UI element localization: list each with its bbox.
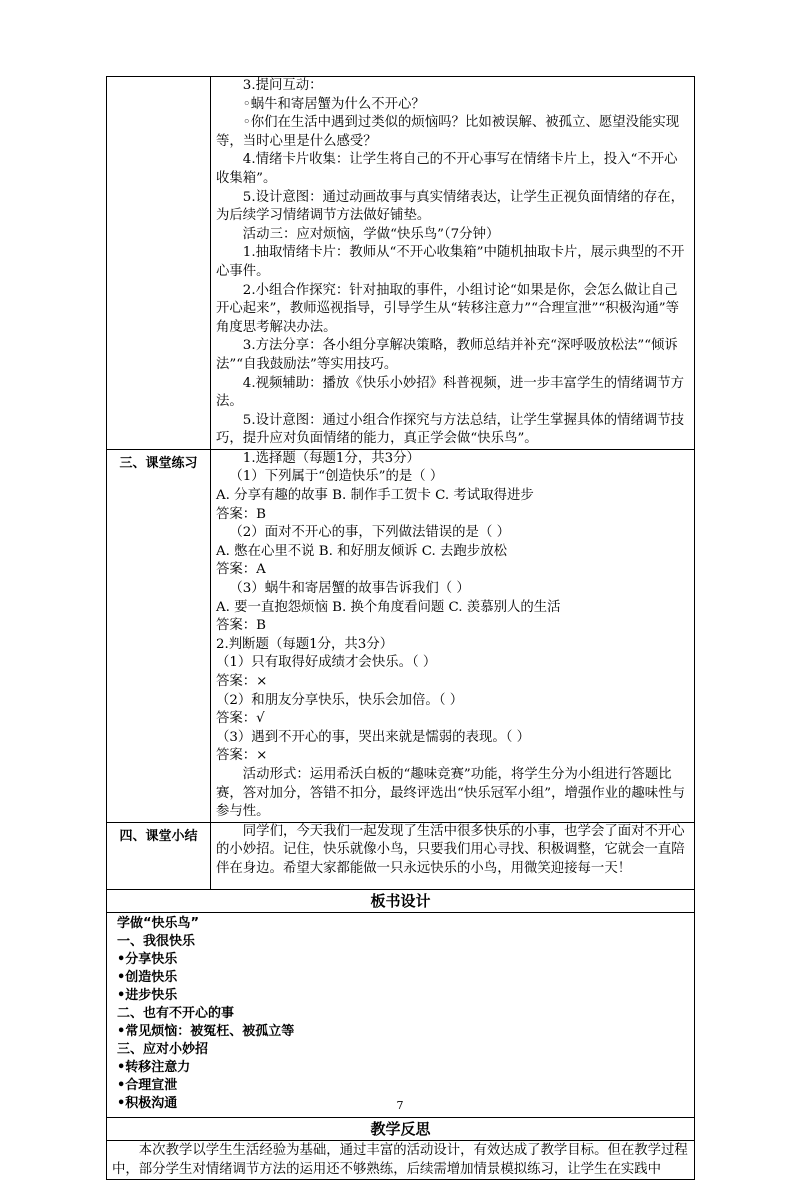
activity-line: 4.情绪卡片收集：让学生将自己的不开心事写在情绪卡片上，投入“不开心收集箱”。 — [216, 152, 678, 186]
practice-line: （1）只有取得好成绩才会快乐。（ ） — [216, 655, 437, 671]
board-line: •常见烦恼：被冤枉、被孤立等 — [117, 1023, 295, 1039]
activity-line: 1.抽取情绪卡片：教师从“不开心收集箱”中随机抽取卡片，展示典型的不开心事件。 — [216, 245, 685, 279]
board-line: •积极沟通 — [117, 1095, 178, 1111]
activity-line: 3.提问互动： — [242, 78, 323, 93]
board-line: 三、应对小妙招 — [117, 1041, 209, 1057]
activity-line: 2.小组合作探究：针对抽取的事件，小组讨论“如果是你，会怎么做让自己开心起来”，教师巡视指导，引导学生从“转移注意力”“合理宣泄”“积极沟通”等角度思考解决办法。 — [216, 282, 680, 335]
board-line: •进步快乐 — [117, 987, 178, 1003]
practice-line: A. 要一直抱怨烦恼 B. 换个角度看问题 C. 羡慕别人的生活 — [216, 599, 561, 615]
board-line: •合理宣泄 — [117, 1077, 178, 1093]
practice-line: （2）面对不开心的事，下列做法错误的是（ ） — [229, 525, 510, 541]
summary-content — [211, 822, 695, 889]
practice-line: （1）下列属于“创造快乐”的是（ ） — [229, 469, 444, 485]
practice-line: A. 憋在心里不说 B. 和好朋友倾诉 C. 去跑步放松 — [216, 543, 507, 559]
practice-line: （3）遇到不开心的事，哭出来就是懦弱的表现。（ ） — [216, 729, 531, 745]
board-line: •转移注意力 — [117, 1059, 191, 1075]
practice-line: A. 分享有趣的故事 B. 制作手工贺卡 C. 考试取得进步 — [216, 488, 534, 504]
reflection-content — [107, 1140, 695, 1179]
practice-line: （2）和朋友分享快乐，快乐会加倍。（ ） — [216, 692, 464, 708]
activity-label-cell — [107, 77, 211, 450]
practice-line: 答案：B — [216, 618, 267, 634]
board-line: 一、我很快乐 — [117, 933, 196, 949]
lesson-plan-table — [106, 76, 695, 1180]
activity-content — [211, 77, 695, 450]
practice-line: （3）蜗牛和寄居蟹的故事告诉我们（ ） — [229, 581, 470, 597]
practice-line: 活动形式：运用希沃白板的“趣味竞赛”功能，将学生分为小组进行答题比赛，答对加分，答错不扣分，最终评选出“快乐冠军小组”，增强作业的趣味性与参与性。 — [216, 766, 685, 820]
practice-line: 答案：√ — [216, 711, 265, 727]
practice-line: 2.判断题（每题1分，共3分） — [216, 636, 394, 652]
practice-line: 答案：× — [216, 748, 268, 764]
practice-line: 答案：A — [216, 562, 266, 578]
board-content — [107, 912, 695, 1117]
board-heading-row — [107, 889, 695, 912]
summary-row — [107, 822, 695, 889]
practice-label: 三、课堂练习 — [107, 449, 211, 822]
practice-content — [211, 449, 695, 822]
board-line: •分享快乐 — [117, 951, 178, 967]
practice-line: 答案：× — [216, 674, 268, 689]
reflection-heading-row — [107, 1117, 695, 1140]
activity-line: 3.方法分享：各小组分享解决策略，教师总结并补充“深呼吸放松法”“倾诉法”“自我鼓励法”等实用技巧。 — [216, 338, 678, 372]
activity-line: ◦你们在生活中遇到过类似的烦恼吗？比如被误解、被孤立、愿望没能实现等，当时心里是什么感受？ — [216, 115, 680, 149]
activity-row — [107, 77, 695, 450]
activity-line: 4.视频辅助：播放《快乐小妙招》科普视频，进一步丰富学生的情绪调节方法。 — [216, 375, 685, 410]
practice-line: 答案：B — [216, 506, 267, 522]
summary-label: 四、课堂小结 — [107, 822, 211, 889]
board-line: 学做“快乐鸟” — [117, 915, 200, 931]
board-line: •创造快乐 — [117, 969, 178, 985]
activity-line: 5.设计意图：通过小组合作探究与方法总结，让学生掌握具体的情绪调节技巧，提升应对负面情绪的能力，真正学会做“快乐鸟”。 — [216, 412, 685, 447]
activity-line: 活动三：应对烦恼，学做“快乐鸟”（7分钟） — [242, 226, 500, 242]
reflection-row — [107, 1140, 695, 1179]
practice-row — [107, 449, 695, 822]
reflection-text: 本次教学以学生生活经验为基础，通过丰富的活动设计，有效达成了教学目标。但在教学过程中，部分学生对情绪调节方法的运用还不够熟练，后续需增加情景模拟练习，让学生在实践中 — [112, 1142, 688, 1177]
reflection-heading: 教学反思 — [107, 1117, 695, 1140]
board-row — [107, 912, 695, 1117]
board-heading: 板书设计 — [107, 889, 695, 912]
activity-line: ◦蜗牛和寄居蟹为什么不开心？ — [242, 96, 425, 112]
summary-text: 同学们，今天我们一起发现了生活中很多快乐的小事，也学会了面对不开心的小妙招。记住，快乐就像小鸟，只要我们用心寻找、积极调整，它就会一直陪伴在身边。希望大家都能做一只永远快乐的小鸟，用微笑迎接每一天！ — [216, 823, 685, 876]
page-number: 7 — [396, 1099, 404, 1112]
practice-line: 1.选择题（每题1分，共3分） — [242, 450, 420, 466]
activity-line: 5.设计意图：通过动画故事与真实情绪表达，让学生正视负面情绪的存在，为后续学习情绪调节方法做好铺垫。 — [216, 189, 685, 224]
board-line: 二、也有不开心的事 — [117, 1005, 235, 1021]
